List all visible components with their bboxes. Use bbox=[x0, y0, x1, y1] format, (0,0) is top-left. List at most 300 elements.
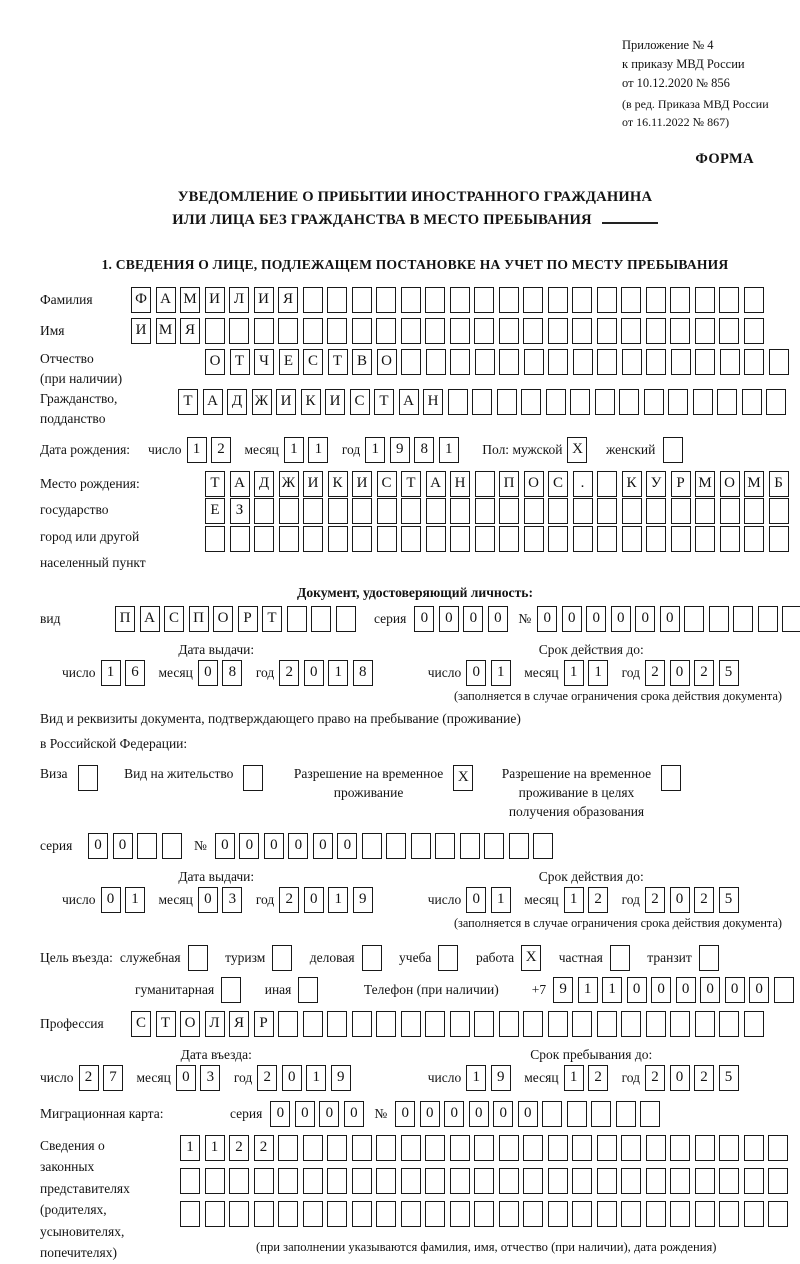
char-box[interactable] bbox=[533, 833, 553, 859]
char-box[interactable]: Ф bbox=[131, 287, 151, 313]
char-box[interactable]: П bbox=[189, 606, 209, 632]
char-box[interactable]: 2 bbox=[694, 1065, 714, 1091]
char-box[interactable] bbox=[523, 1201, 543, 1227]
char-box[interactable] bbox=[484, 833, 504, 859]
char-box[interactable]: И bbox=[276, 389, 296, 415]
char-box[interactable]: 9 bbox=[353, 887, 373, 913]
char-box[interactable]: Л bbox=[229, 287, 249, 313]
char-box[interactable] bbox=[719, 1135, 739, 1161]
char-box[interactable]: 1 bbox=[564, 1065, 584, 1091]
char-box[interactable] bbox=[475, 498, 495, 524]
char-box[interactable] bbox=[401, 526, 421, 552]
char-box[interactable]: Р bbox=[671, 471, 691, 497]
char-box[interactable] bbox=[460, 833, 480, 859]
char-box[interactable] bbox=[769, 349, 789, 375]
char-box[interactable]: О bbox=[524, 471, 544, 497]
char-box[interactable] bbox=[523, 318, 543, 344]
char-box[interactable]: 0 bbox=[295, 1101, 315, 1127]
char-box[interactable] bbox=[782, 606, 800, 632]
char-box[interactable] bbox=[523, 1011, 543, 1037]
char-box[interactable]: И bbox=[254, 287, 274, 313]
char-box[interactable] bbox=[548, 1135, 568, 1161]
char-box[interactable] bbox=[640, 1101, 660, 1127]
char-box[interactable]: 0 bbox=[469, 1101, 489, 1127]
char-box[interactable]: 0 bbox=[635, 606, 655, 632]
char-box[interactable] bbox=[695, 526, 715, 552]
char-box[interactable]: 0 bbox=[395, 1101, 415, 1127]
char-box[interactable]: 1 bbox=[101, 660, 121, 686]
char-box[interactable] bbox=[327, 1135, 347, 1161]
char-box[interactable]: 1 bbox=[564, 660, 584, 686]
char-box[interactable] bbox=[499, 1011, 519, 1037]
char-box[interactable]: Р bbox=[254, 1011, 274, 1037]
char-box[interactable]: З bbox=[230, 498, 250, 524]
char-box[interactable] bbox=[450, 349, 470, 375]
char-box[interactable] bbox=[572, 1201, 592, 1227]
char-box[interactable] bbox=[524, 498, 544, 524]
char-box[interactable] bbox=[733, 606, 753, 632]
char-box[interactable] bbox=[426, 498, 446, 524]
char-box[interactable] bbox=[646, 526, 666, 552]
char-box[interactable] bbox=[695, 287, 715, 313]
char-box[interactable] bbox=[499, 1201, 519, 1227]
char-box[interactable] bbox=[303, 526, 323, 552]
char-box[interactable]: П bbox=[499, 471, 519, 497]
char-box[interactable] bbox=[768, 1135, 788, 1161]
char-box[interactable] bbox=[327, 1201, 347, 1227]
char-box[interactable] bbox=[523, 1135, 543, 1161]
char-box[interactable] bbox=[278, 318, 298, 344]
char-box[interactable] bbox=[621, 287, 641, 313]
char-box[interactable] bbox=[610, 945, 630, 971]
char-box[interactable] bbox=[720, 526, 740, 552]
char-box[interactable] bbox=[695, 1011, 715, 1037]
char-box[interactable] bbox=[597, 1135, 617, 1161]
char-box[interactable]: 5 bbox=[719, 660, 739, 686]
char-box[interactable]: 0 bbox=[239, 833, 259, 859]
char-box[interactable] bbox=[524, 526, 544, 552]
char-box[interactable] bbox=[474, 318, 494, 344]
char-box[interactable] bbox=[621, 1201, 641, 1227]
char-box[interactable]: 0 bbox=[670, 660, 690, 686]
char-box[interactable] bbox=[327, 287, 347, 313]
char-box[interactable]: А bbox=[426, 471, 446, 497]
char-box[interactable] bbox=[401, 349, 421, 375]
char-box[interactable]: С bbox=[164, 606, 184, 632]
char-box[interactable]: 0 bbox=[463, 606, 483, 632]
char-box[interactable]: 0 bbox=[466, 660, 486, 686]
char-box[interactable] bbox=[523, 1168, 543, 1194]
char-box[interactable] bbox=[695, 498, 715, 524]
char-box[interactable]: С bbox=[377, 471, 397, 497]
char-box[interactable] bbox=[695, 318, 715, 344]
char-box[interactable] bbox=[352, 1011, 372, 1037]
char-box[interactable] bbox=[303, 1201, 323, 1227]
char-box[interactable]: О bbox=[180, 1011, 200, 1037]
char-box[interactable] bbox=[774, 977, 794, 1003]
char-box[interactable] bbox=[719, 318, 739, 344]
char-box[interactable]: 1 bbox=[284, 437, 304, 463]
char-box[interactable] bbox=[472, 389, 492, 415]
char-box[interactable] bbox=[621, 1168, 641, 1194]
char-box[interactable] bbox=[377, 498, 397, 524]
char-box[interactable]: 0 bbox=[586, 606, 606, 632]
char-box[interactable] bbox=[719, 1168, 739, 1194]
char-box[interactable]: 0 bbox=[101, 887, 121, 913]
char-box[interactable]: 2 bbox=[279, 660, 299, 686]
char-box[interactable] bbox=[221, 977, 241, 1003]
char-box[interactable]: 0 bbox=[537, 606, 557, 632]
char-box[interactable] bbox=[695, 349, 715, 375]
char-box[interactable] bbox=[616, 1101, 636, 1127]
char-box[interactable] bbox=[646, 318, 666, 344]
char-box[interactable] bbox=[548, 526, 568, 552]
char-box[interactable] bbox=[523, 287, 543, 313]
char-box[interactable]: Т bbox=[156, 1011, 176, 1037]
char-box[interactable] bbox=[670, 1011, 690, 1037]
char-box[interactable]: 8 bbox=[414, 437, 434, 463]
char-box[interactable] bbox=[230, 526, 250, 552]
char-box[interactable] bbox=[769, 498, 789, 524]
char-box[interactable] bbox=[450, 1201, 470, 1227]
char-box[interactable] bbox=[448, 389, 468, 415]
char-box[interactable] bbox=[742, 389, 762, 415]
char-box[interactable] bbox=[744, 526, 764, 552]
char-box[interactable] bbox=[450, 526, 470, 552]
char-box[interactable]: Т bbox=[205, 471, 225, 497]
char-box[interactable] bbox=[720, 349, 740, 375]
char-box[interactable]: 1 bbox=[578, 977, 598, 1003]
char-box[interactable] bbox=[401, 1135, 421, 1161]
char-box[interactable] bbox=[377, 526, 397, 552]
char-box[interactable]: 0 bbox=[337, 833, 357, 859]
char-box[interactable]: 0 bbox=[88, 833, 108, 859]
char-box[interactable] bbox=[524, 349, 544, 375]
char-box[interactable]: 6 bbox=[125, 660, 145, 686]
char-box[interactable] bbox=[744, 318, 764, 344]
char-box[interactable] bbox=[744, 1135, 764, 1161]
char-box[interactable]: 1 bbox=[125, 887, 145, 913]
char-box[interactable] bbox=[499, 287, 519, 313]
char-box[interactable] bbox=[621, 1011, 641, 1037]
char-box[interactable] bbox=[621, 1135, 641, 1161]
char-box[interactable]: 0 bbox=[304, 887, 324, 913]
char-box[interactable]: М bbox=[744, 471, 764, 497]
char-box[interactable] bbox=[548, 318, 568, 344]
char-box[interactable]: Е bbox=[279, 349, 299, 375]
char-box[interactable] bbox=[287, 606, 307, 632]
char-box[interactable]: 0 bbox=[670, 887, 690, 913]
char-box[interactable] bbox=[298, 977, 318, 1003]
char-box[interactable]: X bbox=[521, 945, 541, 971]
char-box[interactable] bbox=[670, 1168, 690, 1194]
char-box[interactable]: 0 bbox=[313, 833, 333, 859]
char-box[interactable]: 9 bbox=[390, 437, 410, 463]
char-box[interactable] bbox=[352, 287, 372, 313]
char-box[interactable] bbox=[352, 318, 372, 344]
char-box[interactable]: С bbox=[350, 389, 370, 415]
char-box[interactable] bbox=[684, 606, 704, 632]
char-box[interactable] bbox=[278, 1011, 298, 1037]
char-box[interactable] bbox=[597, 1168, 617, 1194]
char-box[interactable] bbox=[646, 1168, 666, 1194]
char-box[interactable] bbox=[497, 389, 517, 415]
char-box[interactable] bbox=[352, 498, 372, 524]
char-box[interactable] bbox=[597, 318, 617, 344]
char-box[interactable]: 1 bbox=[306, 1065, 326, 1091]
char-box[interactable] bbox=[573, 526, 593, 552]
char-box[interactable]: А bbox=[230, 471, 250, 497]
char-box[interactable] bbox=[401, 1201, 421, 1227]
char-box[interactable]: У bbox=[646, 471, 666, 497]
char-box[interactable]: Я bbox=[278, 287, 298, 313]
char-box[interactable]: 0 bbox=[627, 977, 647, 1003]
char-box[interactable]: 7 bbox=[103, 1065, 123, 1091]
char-box[interactable] bbox=[744, 349, 764, 375]
char-box[interactable] bbox=[435, 833, 455, 859]
char-box[interactable] bbox=[180, 1201, 200, 1227]
char-box[interactable]: 1 bbox=[328, 660, 348, 686]
char-box[interactable] bbox=[719, 1011, 739, 1037]
char-box[interactable]: 2 bbox=[588, 887, 608, 913]
char-box[interactable] bbox=[591, 1101, 611, 1127]
char-box[interactable]: Ж bbox=[279, 471, 299, 497]
char-box[interactable]: 1 bbox=[491, 660, 511, 686]
char-box[interactable]: 0 bbox=[444, 1101, 464, 1127]
char-box[interactable] bbox=[362, 833, 382, 859]
char-box[interactable] bbox=[474, 1135, 494, 1161]
char-box[interactable] bbox=[570, 389, 590, 415]
char-box[interactable] bbox=[474, 1011, 494, 1037]
char-box[interactable]: 0 bbox=[676, 977, 696, 1003]
char-box[interactable] bbox=[328, 526, 348, 552]
char-box[interactable] bbox=[668, 389, 688, 415]
char-box[interactable] bbox=[229, 1201, 249, 1227]
char-box[interactable]: 1 bbox=[439, 437, 459, 463]
char-box[interactable] bbox=[744, 287, 764, 313]
char-box[interactable]: 9 bbox=[491, 1065, 511, 1091]
char-box[interactable] bbox=[474, 1201, 494, 1227]
char-box[interactable] bbox=[279, 498, 299, 524]
char-box[interactable] bbox=[671, 349, 691, 375]
char-box[interactable] bbox=[621, 318, 641, 344]
char-box[interactable]: 0 bbox=[518, 1101, 538, 1127]
char-box[interactable]: П bbox=[115, 606, 135, 632]
char-box[interactable]: 5 bbox=[719, 1065, 739, 1091]
char-box[interactable] bbox=[386, 833, 406, 859]
char-box[interactable]: 3 bbox=[200, 1065, 220, 1091]
char-box[interactable]: Т bbox=[230, 349, 250, 375]
char-box[interactable] bbox=[450, 318, 470, 344]
char-box[interactable] bbox=[303, 498, 323, 524]
char-box[interactable] bbox=[719, 1201, 739, 1227]
char-box[interactable] bbox=[376, 318, 396, 344]
char-box[interactable] bbox=[744, 498, 764, 524]
char-box[interactable] bbox=[425, 1168, 445, 1194]
char-box[interactable]: К bbox=[622, 471, 642, 497]
char-box[interactable] bbox=[670, 287, 690, 313]
char-box[interactable]: 2 bbox=[645, 887, 665, 913]
char-box[interactable] bbox=[303, 1135, 323, 1161]
char-box[interactable]: 0 bbox=[562, 606, 582, 632]
char-box[interactable] bbox=[572, 1011, 592, 1037]
char-box[interactable]: 0 bbox=[651, 977, 671, 1003]
char-box[interactable] bbox=[229, 318, 249, 344]
char-box[interactable]: 2 bbox=[645, 660, 665, 686]
char-box[interactable]: . bbox=[573, 471, 593, 497]
char-box[interactable]: 2 bbox=[279, 887, 299, 913]
char-box[interactable]: 1 bbox=[588, 660, 608, 686]
char-box[interactable]: 0 bbox=[414, 606, 434, 632]
char-box[interactable] bbox=[572, 318, 592, 344]
char-box[interactable] bbox=[352, 1135, 372, 1161]
char-box[interactable]: 2 bbox=[694, 887, 714, 913]
char-box[interactable] bbox=[474, 287, 494, 313]
char-box[interactable] bbox=[646, 1201, 666, 1227]
char-box[interactable] bbox=[768, 1201, 788, 1227]
char-box[interactable] bbox=[475, 526, 495, 552]
char-box[interactable] bbox=[362, 945, 382, 971]
char-box[interactable]: 0 bbox=[488, 606, 508, 632]
char-box[interactable] bbox=[205, 318, 225, 344]
char-box[interactable]: Б bbox=[769, 471, 789, 497]
char-box[interactable] bbox=[646, 287, 666, 313]
char-box[interactable]: 5 bbox=[719, 887, 739, 913]
char-box[interactable]: А bbox=[399, 389, 419, 415]
char-box[interactable] bbox=[279, 526, 299, 552]
char-box[interactable] bbox=[180, 1168, 200, 1194]
char-box[interactable] bbox=[717, 389, 737, 415]
char-box[interactable] bbox=[425, 1011, 445, 1037]
char-box[interactable] bbox=[450, 287, 470, 313]
char-box[interactable]: X bbox=[567, 437, 587, 463]
char-box[interactable]: И bbox=[352, 471, 372, 497]
char-box[interactable]: 1 bbox=[491, 887, 511, 913]
char-box[interactable]: Д bbox=[227, 389, 247, 415]
char-box[interactable] bbox=[646, 1011, 666, 1037]
char-box[interactable]: 1 bbox=[328, 887, 348, 913]
char-box[interactable]: 0 bbox=[749, 977, 769, 1003]
char-box[interactable] bbox=[597, 471, 617, 497]
char-box[interactable] bbox=[622, 349, 642, 375]
char-box[interactable]: 9 bbox=[331, 1065, 351, 1091]
char-box[interactable] bbox=[695, 1168, 715, 1194]
char-box[interactable]: Р bbox=[238, 606, 258, 632]
char-box[interactable]: А bbox=[140, 606, 160, 632]
char-box[interactable] bbox=[401, 498, 421, 524]
char-box[interactable] bbox=[597, 349, 617, 375]
char-box[interactable]: А bbox=[156, 287, 176, 313]
char-box[interactable] bbox=[548, 498, 568, 524]
char-box[interactable]: 0 bbox=[319, 1101, 339, 1127]
char-box[interactable] bbox=[671, 526, 691, 552]
char-box[interactable]: Н bbox=[423, 389, 443, 415]
char-box[interactable] bbox=[499, 349, 519, 375]
char-box[interactable]: С bbox=[303, 349, 323, 375]
char-box[interactable]: 1 bbox=[365, 437, 385, 463]
char-box[interactable] bbox=[546, 389, 566, 415]
char-box[interactable]: 0 bbox=[198, 887, 218, 913]
char-box[interactable] bbox=[597, 1011, 617, 1037]
char-box[interactable]: 0 bbox=[700, 977, 720, 1003]
char-box[interactable] bbox=[567, 1101, 587, 1127]
char-box[interactable] bbox=[328, 498, 348, 524]
char-box[interactable]: Т bbox=[374, 389, 394, 415]
char-box[interactable] bbox=[425, 1201, 445, 1227]
char-box[interactable]: М bbox=[180, 287, 200, 313]
char-box[interactable] bbox=[352, 526, 372, 552]
char-box[interactable]: 9 bbox=[553, 977, 573, 1003]
char-box[interactable]: К bbox=[328, 471, 348, 497]
char-box[interactable] bbox=[426, 526, 446, 552]
char-box[interactable] bbox=[474, 1168, 494, 1194]
char-box[interactable]: 1 bbox=[187, 437, 207, 463]
char-box[interactable]: Н bbox=[450, 471, 470, 497]
char-box[interactable] bbox=[303, 1168, 323, 1194]
char-box[interactable] bbox=[769, 526, 789, 552]
char-box[interactable] bbox=[548, 349, 568, 375]
char-box[interactable] bbox=[205, 1168, 225, 1194]
char-box[interactable] bbox=[695, 1135, 715, 1161]
char-box[interactable]: 1 bbox=[564, 887, 584, 913]
char-box[interactable] bbox=[352, 1201, 372, 1227]
char-box[interactable] bbox=[671, 498, 691, 524]
char-box[interactable]: 0 bbox=[439, 606, 459, 632]
char-box[interactable]: 0 bbox=[215, 833, 235, 859]
char-box[interactable] bbox=[272, 945, 292, 971]
char-box[interactable]: 0 bbox=[282, 1065, 302, 1091]
char-box[interactable] bbox=[646, 1135, 666, 1161]
char-box[interactable]: Т bbox=[328, 349, 348, 375]
char-box[interactable] bbox=[573, 349, 593, 375]
char-box[interactable] bbox=[401, 287, 421, 313]
char-box[interactable]: Д bbox=[254, 471, 274, 497]
char-box[interactable]: 2 bbox=[694, 660, 714, 686]
char-box[interactable]: 2 bbox=[588, 1065, 608, 1091]
char-box[interactable] bbox=[401, 1168, 421, 1194]
char-box[interactable]: 0 bbox=[493, 1101, 513, 1127]
char-box[interactable] bbox=[327, 1168, 347, 1194]
char-box[interactable]: 0 bbox=[113, 833, 133, 859]
char-box[interactable]: В bbox=[352, 349, 372, 375]
char-box[interactable]: 0 bbox=[198, 660, 218, 686]
char-box[interactable] bbox=[499, 1168, 519, 1194]
char-box[interactable] bbox=[450, 1168, 470, 1194]
char-box[interactable]: 0 bbox=[288, 833, 308, 859]
char-box[interactable] bbox=[758, 606, 778, 632]
char-box[interactable]: Е bbox=[205, 498, 225, 524]
char-box[interactable]: И bbox=[205, 287, 225, 313]
char-box[interactable]: 2 bbox=[211, 437, 231, 463]
char-box[interactable] bbox=[542, 1101, 562, 1127]
char-box[interactable] bbox=[768, 1168, 788, 1194]
char-box[interactable]: 1 bbox=[466, 1065, 486, 1091]
char-box[interactable] bbox=[450, 1011, 470, 1037]
char-box[interactable]: С bbox=[131, 1011, 151, 1037]
char-box[interactable]: 0 bbox=[304, 660, 324, 686]
char-box[interactable] bbox=[619, 389, 639, 415]
char-box[interactable]: Я bbox=[180, 318, 200, 344]
char-box[interactable] bbox=[597, 287, 617, 313]
char-box[interactable]: О bbox=[720, 471, 740, 497]
char-box[interactable] bbox=[376, 1201, 396, 1227]
char-box[interactable]: 8 bbox=[353, 660, 373, 686]
char-box[interactable] bbox=[229, 1168, 249, 1194]
char-box[interactable] bbox=[499, 526, 519, 552]
char-box[interactable]: 0 bbox=[660, 606, 680, 632]
char-box[interactable]: 2 bbox=[254, 1135, 274, 1161]
char-box[interactable] bbox=[352, 1168, 372, 1194]
